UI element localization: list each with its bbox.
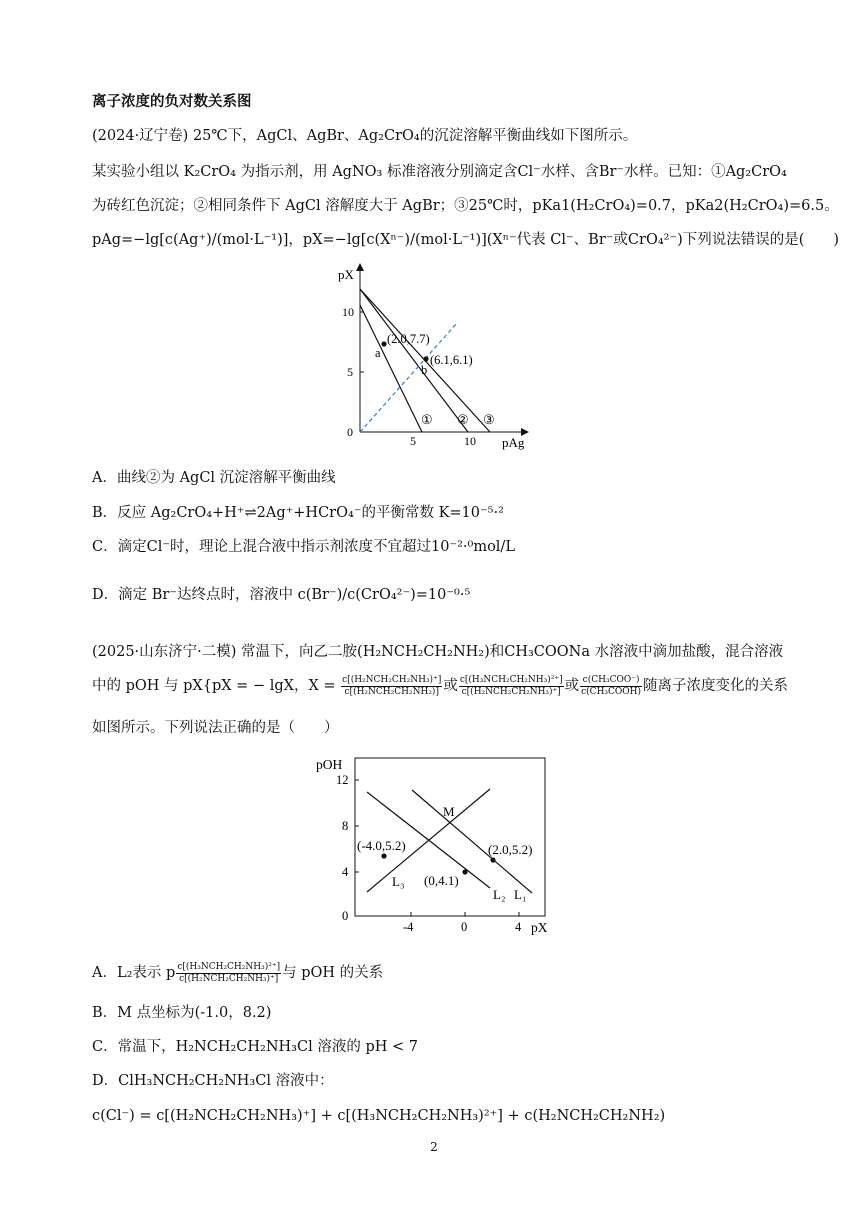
q2-point-1	[381, 853, 386, 858]
q1-point-b-coord: (6.1,6.1)	[430, 353, 473, 367]
q2-xtick-m4: -4	[403, 920, 414, 934]
q2-frac-2-den: c[(H₂NCH₂CH₂NH₃)⁺]	[461, 686, 561, 697]
q2-stem-line1	[92, 642, 783, 662]
page-number: 2	[430, 1140, 438, 1154]
q1-option-d: D．滴定 Br⁻达终点时，溶液中 c(Br⁻)/c(CrO₄²⁻)=10⁻⁰·⁵	[92, 587, 471, 603]
q1-source: (2024·辽宁卷)	[92, 128, 189, 144]
q1-xtick-10: 10	[464, 434, 476, 448]
q2-ytick-4: 4	[342, 865, 349, 879]
q1-y-label: pX	[338, 267, 354, 282]
q2-stem-line2a: 中的 pOH 与 pX{pX = − lgX，X =	[92, 678, 336, 694]
q1-curve-label-2: ②	[457, 412, 469, 427]
q2-xtick-4: 4	[515, 920, 522, 934]
q2-frac-3-num: c(CH₃COO⁻)	[580, 675, 642, 687]
q2-option-b: B．M 点坐标为(-1.0，8.2)	[92, 1005, 272, 1021]
q2-ytick-8: 8	[342, 819, 349, 833]
q2-stem-line3: 如图所示。下列说法正确的是（ ）	[92, 720, 339, 736]
q1-curve-label-1: ①	[421, 412, 433, 427]
q1-stem-line1	[92, 126, 637, 146]
q1-ytick-10: 10	[342, 305, 354, 319]
q1-option-b: B．反应 Ag₂CrO₄+H⁺⇌2Ag⁺+HCrO₄⁻的平衡常数 K=10⁻⁵·²	[92, 505, 504, 521]
q2-point-2	[490, 857, 495, 862]
q2-option-c: C．常温下，H₂NCH₂CH₂NH₃Cl 溶液的 pH < 7	[92, 1039, 418, 1055]
q2-option-a-frac	[176, 962, 281, 985]
q2-frac-3-den: c(CH₃COOH)	[581, 686, 642, 697]
q1-stem-line2: 某实验小组以 K₂CrO₄ 为指示剂，用 AgNO₃ 标准溶液分别滴定含Cl⁻水样、含Br⁻水样。已知：①Ag₂CrO₄	[92, 164, 787, 180]
q1-ytick-0: 0	[347, 425, 353, 439]
q2-frac-1-num: c[(H₂NCH₂CH₂NH₃)⁺]	[342, 674, 442, 685]
q2-xtick-0: 0	[461, 920, 468, 934]
q1-point-a-coord: (2.0,7.7)	[387, 332, 430, 346]
q1-stem-line4: pAg=−lg[c(Ag⁺)/(mol·L⁻¹)]，pX=−lg[c(Xⁿ⁻)/(mol·L⁻¹)](Xⁿ⁻代表 Cl⁻、Br⁻或CrO₄²⁻)下列说法错误的是( )	[92, 232, 840, 248]
q1-stem-line3: 为砖红色沉淀；②相同条件下 AgCl 溶解度大于 AgBr；③25℃时，pKa1(H₂CrO₄)=0.7，pKa2(H₂CrO₄)=6.5。	[92, 198, 839, 214]
q2-option-d-equation: c(Cl⁻) = c[(H₂NCH₂CH₂NH₃)⁺] + c[(H₃NCH₂CH₂NH₃)²⁺] + c(H₂NCH₂CH₂NH₂)	[92, 1108, 666, 1124]
q2-option-d: D．ClH₃NCH₂CH₂NH₃Cl 溶液中：	[92, 1073, 334, 1089]
q2-stem-text1: 常温下，向乙二胺(H₂NCH₂CH₂NH₂)和CH₃COONa 水溶液中滴加盐酸，混合溶液	[241, 644, 784, 660]
q2-frac-3	[580, 675, 642, 698]
q2-or-2: 或	[564, 678, 580, 694]
q2-y-label: pOH	[316, 757, 343, 772]
q2-ytick-0: 0	[342, 909, 349, 923]
q2-option-a-prefix: A．L₂表示 p	[92, 965, 176, 981]
q2-point-m-label: M	[443, 804, 455, 819]
q1-point-a-label: a	[375, 346, 381, 360]
q1-x-label: pAg	[502, 435, 525, 450]
q2-label-L3: L₃	[392, 874, 405, 889]
q2-frac-2-num: c[(H₃NCH₂CH₂NH₃)²⁺]	[459, 674, 563, 685]
q2-point-1-label: (-4.0,5.2)	[357, 838, 406, 853]
q2-frac-2	[459, 675, 564, 698]
q2-label-L2: L₂	[493, 887, 506, 902]
section-title: 离子浓度的负对数关系图	[92, 94, 252, 110]
q2-x-label: pX	[531, 920, 548, 935]
q1-chart	[325, 255, 540, 455]
q2-option-a-den: c[(H₂NCH₂CH₂NH₃)⁺]	[179, 973, 279, 984]
q1-point-b-label: b	[421, 363, 428, 377]
q1-option-a: A．曲线②为 AgCl 沉淀溶解平衡曲线	[92, 470, 336, 486]
q1-point-a	[381, 341, 386, 346]
q1-ytick-5: 5	[347, 365, 353, 379]
q2-or-1: 或	[443, 678, 458, 694]
q2-option-a	[92, 958, 383, 988]
q2-option-a-suffix: 与 pOH 的关系	[282, 965, 384, 981]
q2-option-a-num: c[(H₃NCH₂CH₂NH₃)²⁺]	[177, 961, 281, 972]
q2-chart	[310, 752, 560, 942]
q2-frac-1	[341, 675, 442, 698]
q1-xtick-5: 5	[410, 434, 416, 448]
q2-stem-line2	[92, 672, 788, 700]
q1-curve-1	[360, 305, 422, 432]
q2-source: (2025·山东济宁·二模)	[92, 644, 237, 660]
q1-point-b	[423, 356, 428, 361]
q2-stem-line2b: 随离子浓度变化的关系	[643, 678, 789, 694]
q2-frac-1-den: c[(H₂NCH₂CH₂NH₂)]	[344, 686, 439, 697]
q2-point-3	[462, 869, 467, 874]
q1-option-c: C．滴定Cl⁻时，理论上混合液中指示剂浓度不宜超过10⁻²·⁰mol/L	[92, 539, 515, 555]
q1-curve-label-3: ③	[483, 412, 495, 427]
q2-label-L1: L₁	[514, 887, 527, 902]
q2-point-3-label: (0,4.1)	[424, 873, 459, 888]
q2-point-2-label: (2.0,5.2)	[488, 842, 533, 857]
q1-stem-intro: 25℃下，AgCl、AgBr、Ag₂CrO₄的沉淀溶解平衡曲线如下图所示。	[192, 128, 638, 144]
q2-ytick-12: 12	[336, 773, 349, 787]
